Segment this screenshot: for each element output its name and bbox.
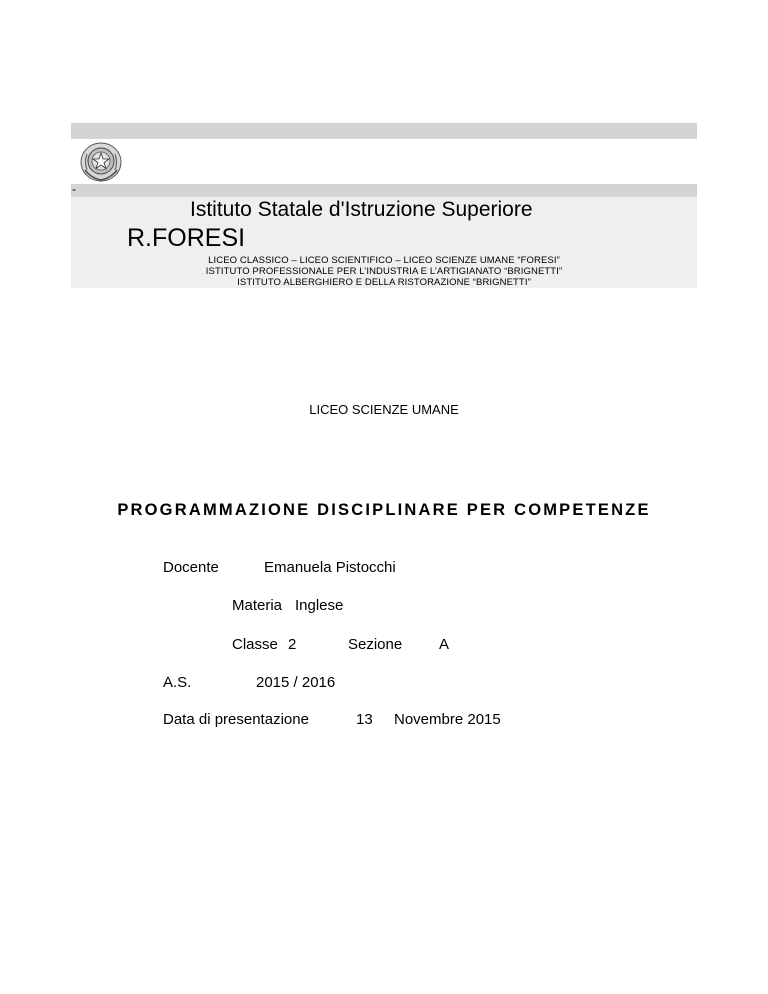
school-name: R.FORESI [127,224,246,252]
school-title: Istituto Statale d'Istruzione Superiore [190,198,533,221]
italian-republic-emblem-icon [77,140,125,184]
materia-value: Inglese [295,597,344,614]
header-dash: - [72,182,76,196]
data-presentazione-day: 13 [356,711,373,728]
school-subline-3: ISTITUTO ALBERGHIERO E DELLA RISTORAZIONE “BRIGNETTI” [237,277,531,288]
sezione-value: A [439,636,450,653]
data-presentazione-label: Data di presentazione [163,711,309,728]
liceo-heading: LICEO SCIENZE UMANE [309,402,459,417]
document-title: PROGRAMMAZIONE DISCIPLINARE PER COMPETENZE [117,501,651,519]
classe-value: 2 [288,636,297,653]
school-subline-2: ISTITUTO PROFESSIONALE PER L’INDUSTRIA E L’ARTIGIANATO “BRIGNETTI” [205,266,563,277]
header-band-middle [71,184,697,197]
school-subline-1: LICEO CLASSICO – LICEO SCIENTIFICO – LICEO SCIENZE UMANE “FORESI” [208,255,560,266]
docente-value: Emanuela Pistocchi [264,559,396,576]
sezione-label: Sezione [348,636,403,653]
data-presentazione-month-year: Novembre 2015 [394,711,501,728]
header-band-top [71,123,697,139]
anno-scolastico-label: A.S. [163,674,192,691]
classe-label: Classe [232,636,278,653]
docente-label: Docente [163,559,219,576]
materia-label: Materia [232,597,283,614]
anno-scolastico-value: 2015 / 2016 [256,674,336,691]
